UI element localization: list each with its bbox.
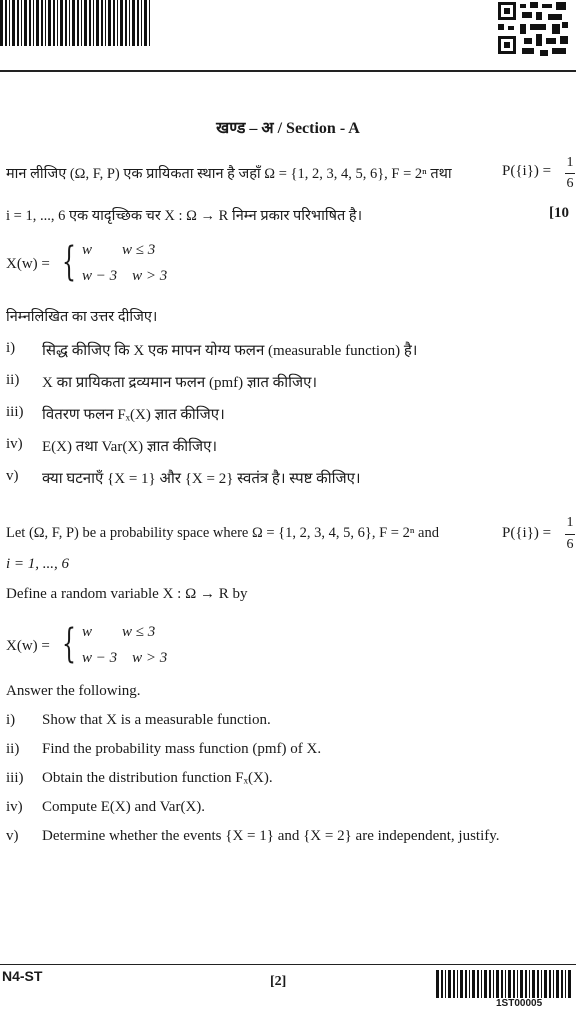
english-question-item-number: iii)	[6, 770, 24, 786]
english-question-item	[6, 828, 571, 848]
english-frac-bar	[565, 534, 575, 535]
english-question-item-text: Obtain the distribution function Fₓ(X).	[42, 770, 273, 786]
hindi-question-item	[6, 340, 571, 360]
english-intro-line1: Let (Ω, F, P) be a probability space where Ω = {1, 2, 3, 4, 5, 6}, F = 2ⁿ and	[6, 525, 439, 541]
hindi-question-item-number: iv)	[6, 436, 23, 452]
english-question-item	[6, 799, 571, 819]
hindi-frac-num: 1	[566, 155, 574, 170]
page-number: [2]	[270, 974, 287, 989]
hindi-intro-line2: i = 1, ..., 6 एक यादृच्छिक चर X : Ω → R निम्न प्रकार परिभाषित है।	[6, 208, 363, 224]
hindi-intro-line1: मान लीजिए (Ω, F, P) एक प्रायिकता स्थान है जहाँ Ω = {1, 2, 3, 4, 5, 6}, F = 2ⁿ तथा	[6, 166, 452, 182]
english-question-item	[6, 770, 571, 790]
paper-code: N4-ST	[2, 968, 43, 984]
top-barcode	[0, 0, 150, 46]
footer-rule	[0, 964, 576, 965]
english-answer-prompt: Answer the following.	[6, 683, 141, 699]
hindi-question-item-text: X का प्रायिकता द्रव्यमान फलन (pmf) ज्ञात कीजिए।	[42, 375, 318, 391]
hindi-question-item	[6, 404, 571, 424]
english-question-item-text: Find the probability mass function (pmf) of X.	[42, 741, 322, 757]
hindi-question-item-number: i)	[6, 340, 16, 356]
hindi-piecewise-function	[6, 239, 206, 292]
hindi-frac-den: 6	[566, 176, 574, 191]
hindi-answer-prompt: निम्नलिखित का उत्तर दीजिए।	[6, 309, 158, 325]
english-question-item-number: ii)	[6, 741, 20, 757]
hindi-question-item-text: E(X) तथा Var(X) ज्ञात कीजिए।	[42, 439, 218, 455]
brace-icon: {	[62, 239, 76, 285]
hindi-question-item	[6, 436, 571, 456]
bottom-barcode	[436, 970, 572, 998]
hindi-question-item-text: वितरण फलन Fₓ(X) ज्ञात कीजिए।	[42, 407, 225, 423]
hindi-frac-bar	[565, 173, 575, 174]
english-case1: w w ≤ 3	[82, 624, 156, 640]
english-question-item-text: Show that X is a measurable function.	[42, 712, 271, 728]
hindi-question-item	[6, 372, 571, 392]
hindi-case1: w w ≤ 3	[82, 242, 156, 258]
qr-code	[496, 0, 570, 58]
header-rule	[0, 70, 576, 72]
marks-label: [10	[549, 205, 569, 221]
english-frac-den: 6	[566, 537, 574, 552]
english-question-item-number: v)	[6, 828, 19, 844]
english-question-item	[6, 741, 571, 761]
english-question-item-number: iv)	[6, 799, 23, 815]
hindi-case2: w − 3 w > 3	[82, 268, 168, 284]
english-func-lhs: X(w) =	[6, 638, 50, 654]
english-piecewise-function	[6, 621, 206, 674]
english-frac-num: 1	[566, 515, 574, 530]
hindi-question-item	[6, 468, 571, 488]
hindi-question-item-text: क्या घटनाएँ {X = 1} और {X = 2} स्वतंत्र है। स्पष्ट कीजिए।	[42, 471, 361, 487]
english-intro-line2: i = 1, ..., 6	[6, 556, 70, 572]
hindi-func-lhs: X(w) =	[6, 256, 50, 272]
hindi-question-item-number: v)	[6, 468, 19, 484]
hindi-prob-expr: P({i}) =	[502, 163, 552, 179]
hindi-question-item-number: iii)	[6, 404, 24, 420]
hindi-question-item-text: सिद्ध कीजिए कि X एक मापन योग्य फलन (measurable function) है।	[42, 343, 418, 359]
english-prob-expr: P({i}) =	[502, 525, 552, 541]
section-title: खण्ड – अ / Section - A	[216, 120, 360, 137]
english-case2: w − 3 w > 3	[82, 650, 168, 666]
english-question-item	[6, 712, 571, 732]
brace-icon: {	[62, 621, 76, 667]
barcode-text: 1ST00005	[496, 998, 543, 1009]
english-question-item-text: Compute E(X) and Var(X).	[42, 799, 206, 815]
english-question-item-number: i)	[6, 712, 16, 728]
english-define-line: Define a random variable X : Ω → R by	[6, 586, 248, 602]
hindi-question-item-number: ii)	[6, 372, 20, 388]
english-question-item-text: Determine whether the events {X = 1} and {X = 2} are independent, justify.	[42, 828, 500, 844]
